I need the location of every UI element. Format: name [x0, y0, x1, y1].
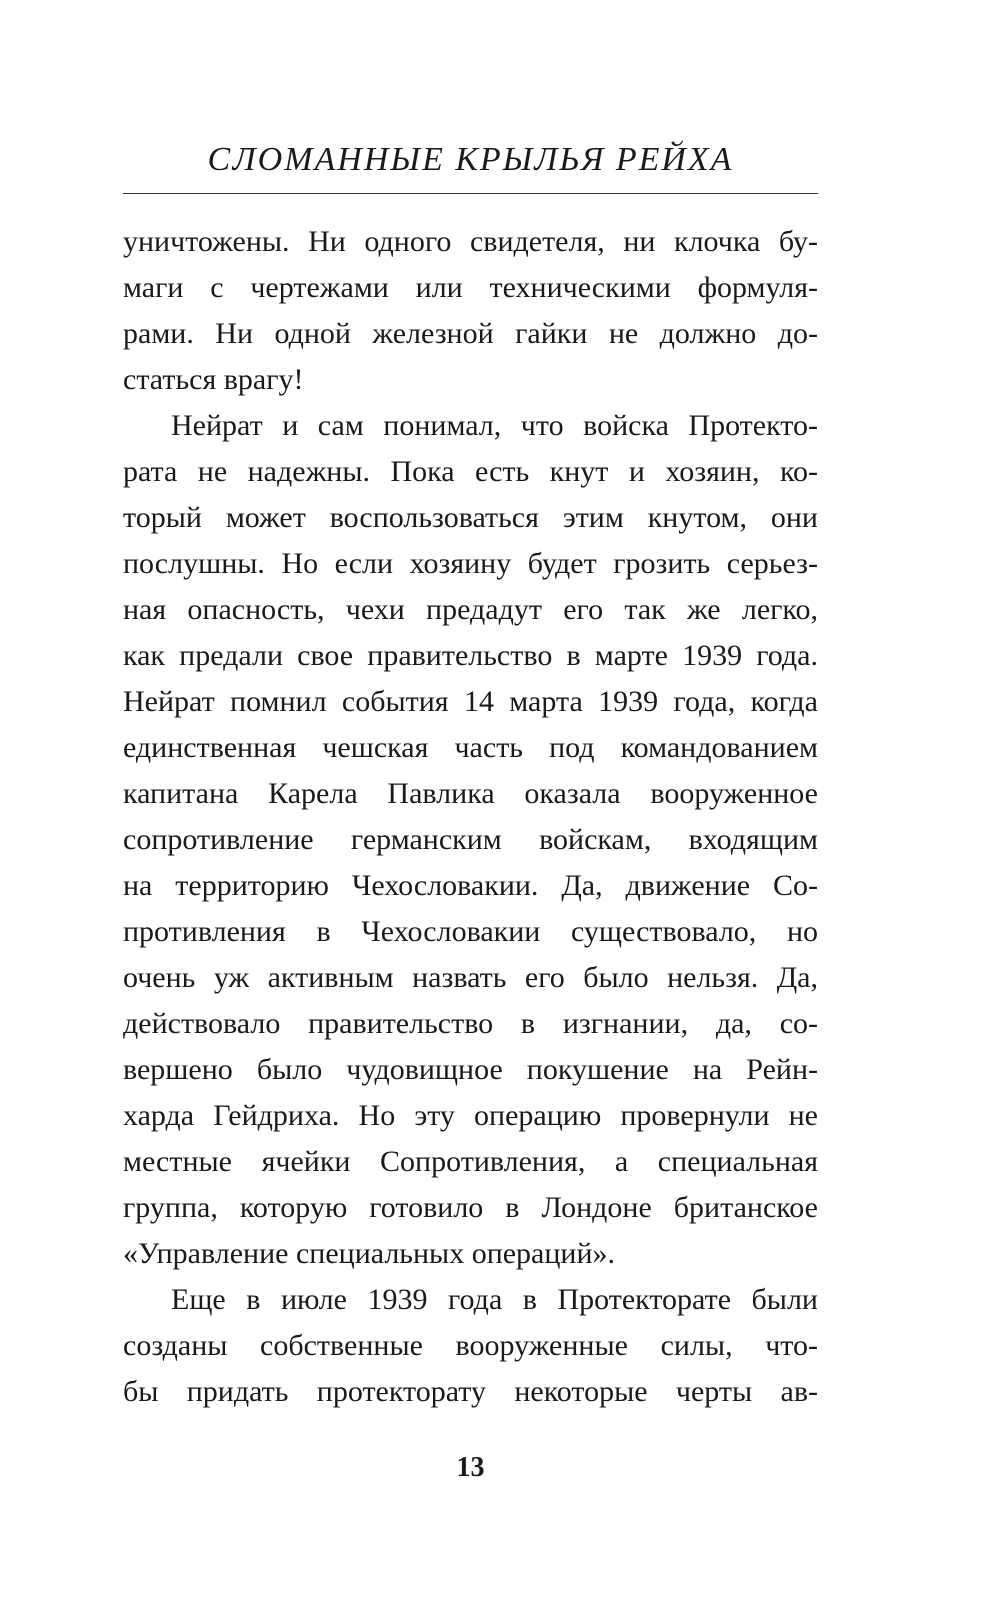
- text-line: как предали свое правительство в марте 1939 года.: [123, 639, 818, 672]
- text-line: маги с чертежами или техническими формуля-: [123, 271, 818, 304]
- text-line: созданы собственные вооруженные силы, что-: [123, 1329, 818, 1362]
- text-line: рами. Ни одной железной гайки не должно до-: [123, 317, 818, 350]
- text-line: единственная чешская часть под командованием: [123, 731, 818, 764]
- text-line: ная опасность, чехи предадут его так же легко,: [123, 593, 818, 626]
- text-line: противления в Чехословакии существовало, но: [123, 915, 818, 948]
- text-line: очень уж активным назвать его было нельзя. Да,: [123, 961, 818, 994]
- paragraph: [123, 1277, 818, 1415]
- text-line: действовало правительство в изгнании, да, со-: [123, 1007, 818, 1040]
- text-line: рата не надежны. Пока есть кнут и хозяин, ко-: [123, 455, 818, 488]
- text-line: Нейрат и сам понимал, что войска Протекто-: [171, 409, 818, 442]
- text-line: сопротивление германским войскам, входящим: [123, 823, 818, 856]
- text-line: Нейрат помнил события 14 марта 1939 года, когда: [123, 685, 818, 718]
- text-line: бы придать протекторату некоторые черты ав-: [123, 1375, 818, 1408]
- text-line: вершено было чудовищное покушение на Рейн-: [123, 1053, 818, 1086]
- text-line: местные ячейки Сопротивления, а специальная: [123, 1145, 818, 1178]
- text-line: на территорию Чехословакии. Да, движение Со-: [123, 869, 818, 902]
- body-text: [123, 219, 818, 1415]
- text-line: статься врагу!: [123, 363, 304, 396]
- text-line: харда Гейдриха. Но эту операцию провернули не: [123, 1099, 818, 1132]
- text-line: группа, которую готовило в Лондоне британское: [123, 1191, 818, 1224]
- text-line: Еще в июле 1939 года в Протекторате были: [171, 1283, 818, 1316]
- page-number: 13: [456, 1452, 485, 1483]
- text-line: торый может воспользоваться этим кнутом, они: [123, 501, 818, 534]
- header-rule: [123, 193, 818, 194]
- text-line: капитана Карела Павлика оказала вооруженное: [123, 777, 818, 810]
- paragraph: [123, 219, 818, 403]
- paragraph: [123, 403, 818, 1277]
- running-head: СЛОМАННЫЕ КРЫЛЬЯ РЕЙХА: [207, 141, 734, 178]
- text-line: послушны. Но если хозяину будет грозить серьез-: [123, 547, 818, 580]
- text-line: уничтожены. Ни одного свидетеля, ни клочка бу-: [123, 225, 818, 258]
- text-line: «Управление специальных операций».: [123, 1237, 616, 1270]
